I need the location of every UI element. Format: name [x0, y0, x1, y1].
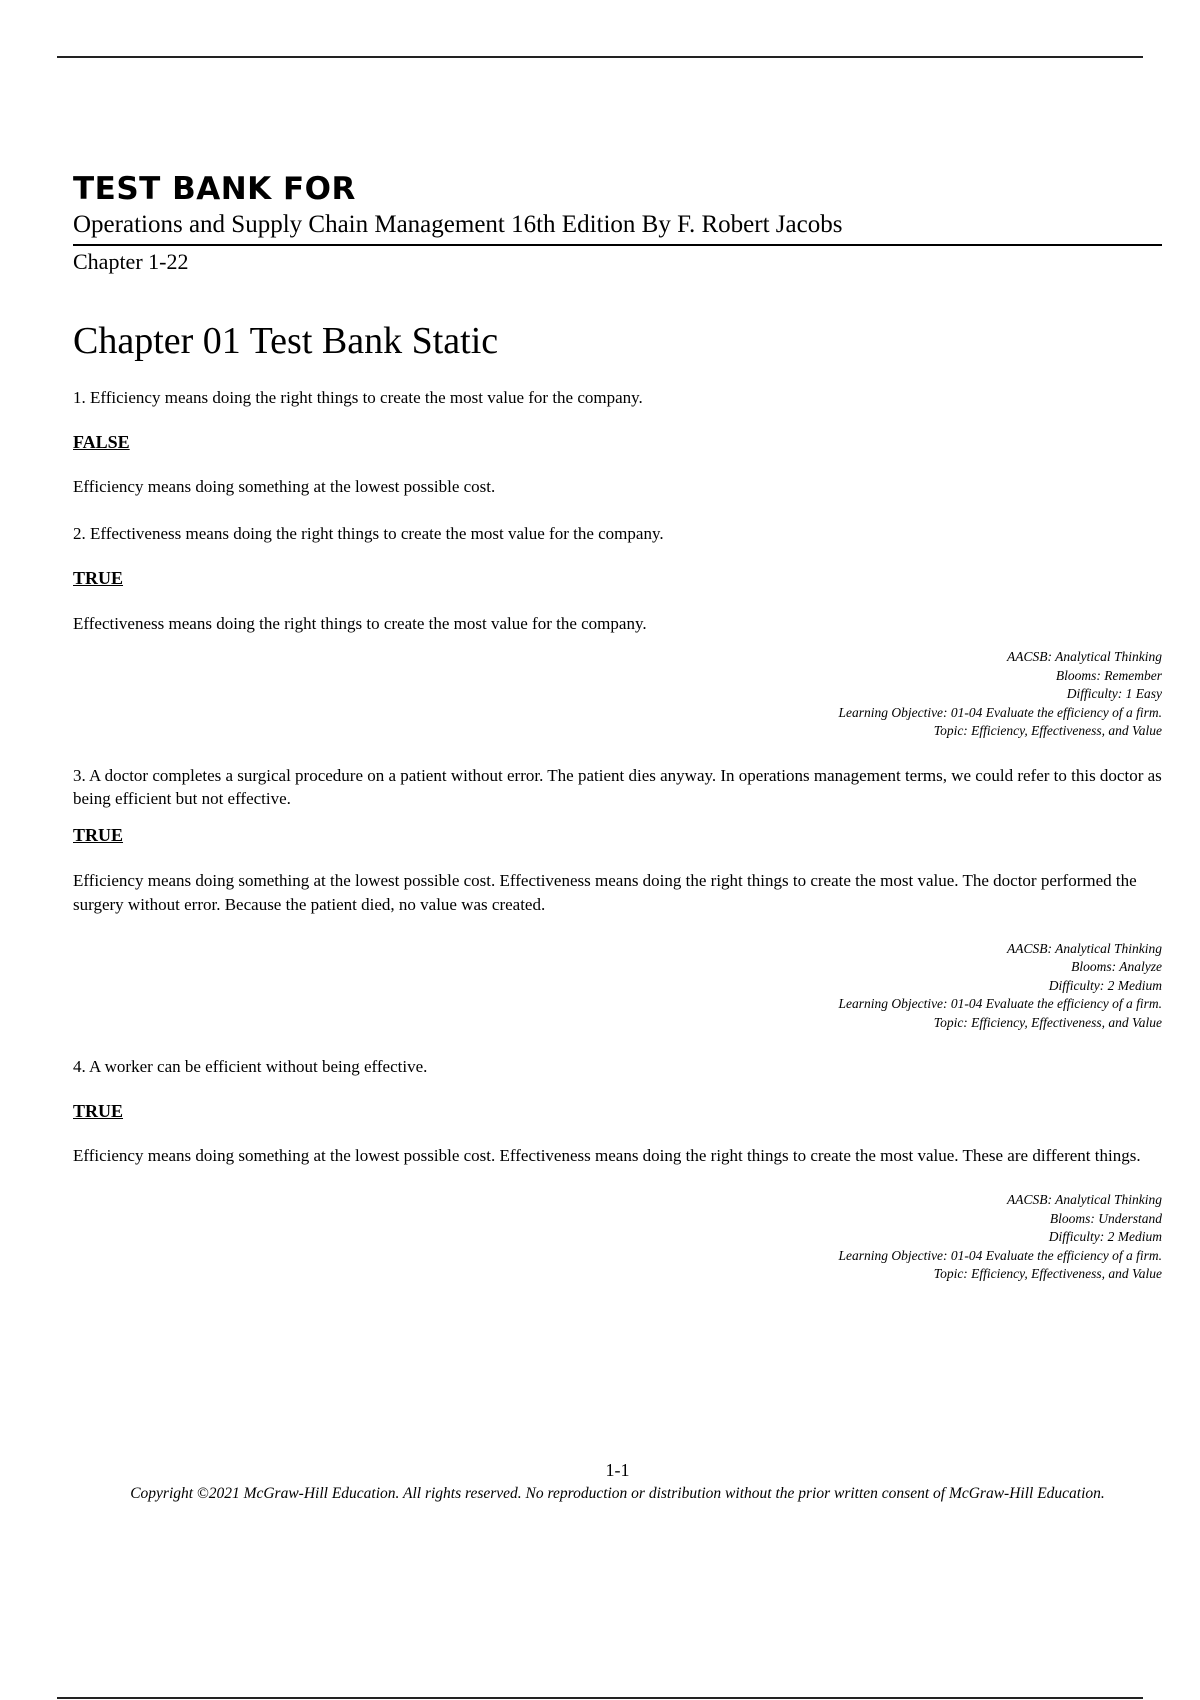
meta-blooms: Blooms: Remember — [1055, 667, 1162, 683]
chapter-heading: Chapter 01 Test Bank Static — [73, 320, 499, 362]
answer-label: FALSE — [73, 432, 130, 452]
answer-label: TRUE — [73, 1101, 124, 1121]
test-bank-title: TEST BANK FOR — [73, 171, 356, 207]
explanation: Efficiency means doing something at the lowest possible cost. Effectiveness means doing the right things to create the most value. These are different things. — [73, 1146, 1141, 1165]
question-text: 4. A worker can be efficient without being effective. — [73, 1057, 428, 1076]
meta-objective: Learning Objective: 01-04 Evaluate the efficiency of a firm. — [838, 1247, 1162, 1263]
page-footer — [73, 1458, 1162, 1504]
chapter-range: Chapter 1-22 — [73, 249, 189, 274]
meta-aacsb: AACSB: Analytical Thinking — [1007, 1192, 1162, 1207]
meta-difficulty: Difficulty: 2 Medium — [1048, 1229, 1162, 1244]
question-metadata — [73, 1191, 1162, 1284]
question-metadata — [73, 940, 1162, 1033]
top-rule — [57, 56, 1143, 58]
answer-label: TRUE — [73, 824, 124, 845]
question-text: 3. A doctor completes a surgical procedure on a patient without error. The patient dies anyway. In operations management terms, we could refer to this doctor as being efficient but not effective. — [73, 765, 1162, 808]
meta-topic: Topic: Efficiency, Effectiveness, and Value — [933, 723, 1162, 738]
explanation: Efficiency means doing something at the lowest possible cost. Effectiveness means doing the right things to create the most value. The doctor performed the surgery without error. Because the patient died, no value was created. — [73, 870, 1137, 914]
book-title: Operations and Supply Chain Management 16th Edition By F. Robert Jacobs — [73, 208, 1162, 246]
question-text: 1. Efficiency means doing the right things to create the most value for the company. — [73, 388, 643, 407]
meta-difficulty: Difficulty: 2 Medium — [1048, 977, 1162, 993]
question-text: 2. Effectiveness means doing the right things to create the most value for the company. — [73, 524, 664, 543]
answer-label: TRUE — [73, 568, 124, 588]
meta-topic: Topic: Efficiency, Effectiveness, and Value — [933, 1014, 1162, 1030]
explanation: Effectiveness means doing the right things to create the most value for the company. — [73, 614, 647, 633]
document-body — [73, 170, 1162, 1284]
meta-objective: Learning Objective: 01-04 Evaluate the efficiency of a firm. — [838, 704, 1162, 720]
copyright-notice: Copyright ©2021 McGraw-Hill Education. All rights reserved. No reproduction or distribution without the prior written consent of McGraw-Hill Education. — [130, 1485, 1105, 1502]
meta-aacsb: AACSB: Analytical Thinking — [1007, 940, 1162, 956]
meta-difficulty: Difficulty: 1 Easy — [1066, 686, 1162, 701]
page-number: 1-1 — [605, 1460, 630, 1480]
explanation: Efficiency means doing something at the lowest possible cost. — [73, 477, 496, 496]
meta-aacsb: AACSB: Analytical Thinking — [1007, 649, 1162, 664]
meta-blooms: Blooms: Understand — [1049, 1210, 1162, 1226]
bottom-rule — [57, 1697, 1143, 1699]
meta-topic: Topic: Efficiency, Effectiveness, and Value — [933, 1266, 1162, 1281]
meta-blooms: Blooms: Analyze — [1071, 959, 1162, 974]
question-metadata — [73, 648, 1162, 741]
meta-objective: Learning Objective: 01-04 Evaluate the efficiency of a firm. — [838, 996, 1162, 1011]
